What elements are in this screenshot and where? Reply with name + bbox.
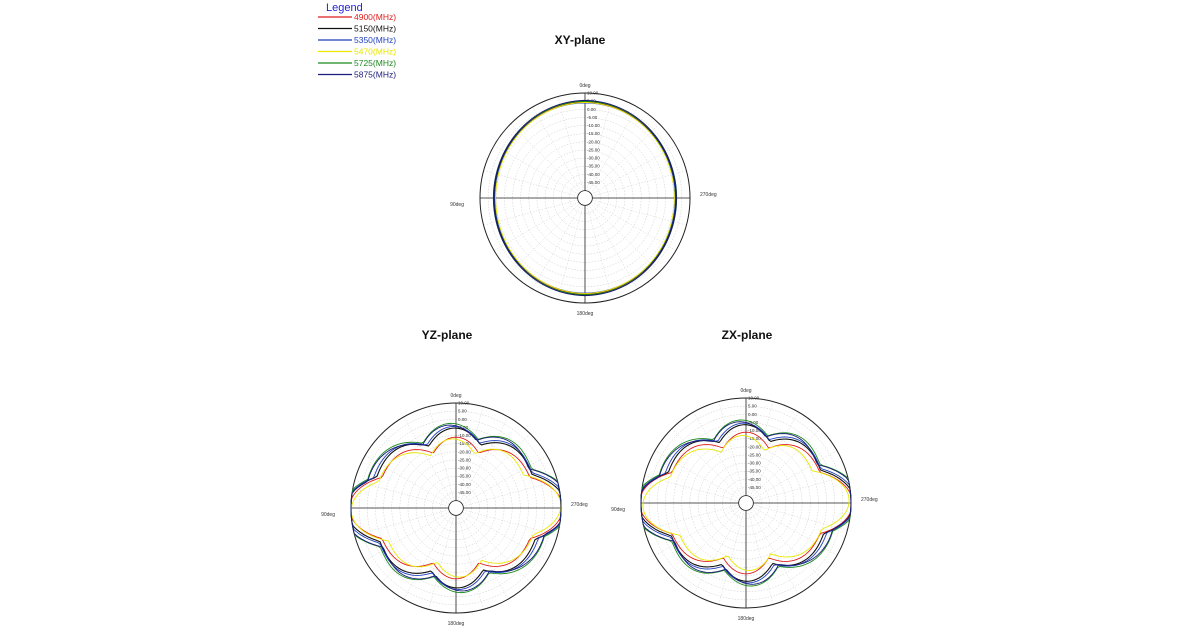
grid-spoke (655, 507, 740, 556)
radial-tick-label: -25.00 (587, 147, 600, 153)
radial-tick-label: 5.00 (587, 98, 596, 104)
radial-tick-label: -15.00 (458, 441, 471, 447)
angle-label: 180deg (737, 616, 755, 622)
radial-tick-label: -35.00 (748, 468, 761, 474)
grid-spoke (533, 107, 582, 192)
angle-label: 90deg (321, 512, 335, 518)
radial-tick-label: -10.00 (458, 433, 471, 439)
radial-tick-label: 10.00 (748, 395, 760, 401)
grid-spoke (590, 124, 659, 193)
radial-tick-label: -25.00 (458, 457, 471, 463)
angle-label: 180deg (576, 311, 594, 317)
grid-spoke (404, 514, 453, 599)
grid-spoke (463, 510, 557, 535)
plot-title: ZX-plane (721, 328, 773, 342)
legend-label: 5350(MHz) (354, 35, 397, 45)
radial-tick-label: -20.00 (748, 444, 761, 450)
radial-tick-label: -45.00 (748, 485, 761, 491)
grid-spoke (463, 481, 557, 506)
center-ring (578, 191, 593, 206)
legend-items (318, 12, 396, 80)
angle-label: 270deg (861, 497, 878, 503)
grid-spoke (589, 204, 638, 289)
grid-spoke (590, 203, 659, 272)
radial-tick-label: -35.00 (587, 163, 600, 169)
radial-tick-label: -5.00 (587, 114, 598, 120)
radial-tick-label: 0.00 (587, 106, 596, 112)
legend-label: 5470(MHz) (354, 46, 397, 57)
angle-label: 270deg (700, 192, 717, 198)
radial-tick-label: -30.00 (748, 460, 761, 466)
radial-tick-label: -30.00 (458, 465, 471, 471)
legend-title: Legend (326, 2, 363, 14)
plot-title: XY-plane (554, 33, 606, 47)
radial-tick-label: 5.00 (748, 403, 757, 409)
angle-label: 0deg (740, 388, 752, 394)
grid-spoke (365, 512, 450, 561)
radial-tick-label: -45.00 (458, 490, 471, 496)
legend (318, 2, 396, 80)
radial-tick-label: 10.00 (458, 400, 470, 406)
radial-tick-label: -15.00 (748, 436, 761, 442)
grid-spoke (365, 456, 450, 505)
radial-tick-label: -40.00 (458, 481, 471, 487)
grid-spoke (462, 512, 547, 561)
legend-label: 5725(MHz) (354, 58, 397, 68)
radial-tick-label: 0.00 (458, 416, 467, 422)
angle-label: 180deg (447, 621, 465, 627)
radial-tick-label: -40.00 (748, 476, 761, 482)
grid-spoke (752, 451, 837, 500)
legend-label: 5875(MHz) (354, 69, 397, 80)
polar-plot-yz-plane (321, 328, 588, 627)
plot-title: YZ-plane (421, 328, 473, 342)
radial-tick-label: 0.00 (748, 411, 757, 417)
radial-tick-label: 10.00 (587, 90, 599, 96)
center-ring (449, 501, 464, 516)
angle-label: 270deg (571, 502, 588, 508)
radial-tick-label: -10.00 (748, 428, 761, 434)
radial-tick-label: -35.00 (458, 473, 471, 479)
grid-spoke (753, 505, 847, 530)
radial-tick-label: -30.00 (587, 155, 600, 161)
grid-spoke (511, 124, 580, 193)
radial-tick-label: -40.00 (587, 171, 600, 177)
polar-plots (321, 33, 878, 627)
angle-label: 90deg (450, 202, 464, 208)
radial-tick-label: -25.00 (748, 452, 761, 458)
grid-spoke (511, 203, 580, 272)
angle-label: 0deg (450, 393, 462, 399)
radial-tick-label: -10.00 (587, 123, 600, 129)
legend-label: 5150(MHz) (354, 23, 397, 34)
radial-tick-label: -5.00 (458, 424, 469, 430)
radial-tick-label: -5.00 (748, 419, 759, 425)
polar-plot-xy-plane (450, 33, 717, 317)
polar-plot-zx-plane (611, 328, 878, 622)
radial-tick-label: -45.00 (587, 180, 600, 186)
radial-tick-label: -15.00 (587, 131, 600, 137)
grid-spoke (753, 476, 847, 501)
grid-spoke (533, 204, 582, 289)
center-ring (739, 496, 754, 511)
legend-label: 4900(MHz) (354, 12, 397, 22)
radial-tick-label: 5.00 (458, 408, 467, 414)
radial-tick-label: -20.00 (458, 449, 471, 455)
angle-label: 0deg (579, 83, 591, 89)
radial-tick-label: -20.00 (587, 139, 600, 145)
grid-spoke (462, 456, 547, 505)
angle-label: 90deg (611, 507, 625, 513)
